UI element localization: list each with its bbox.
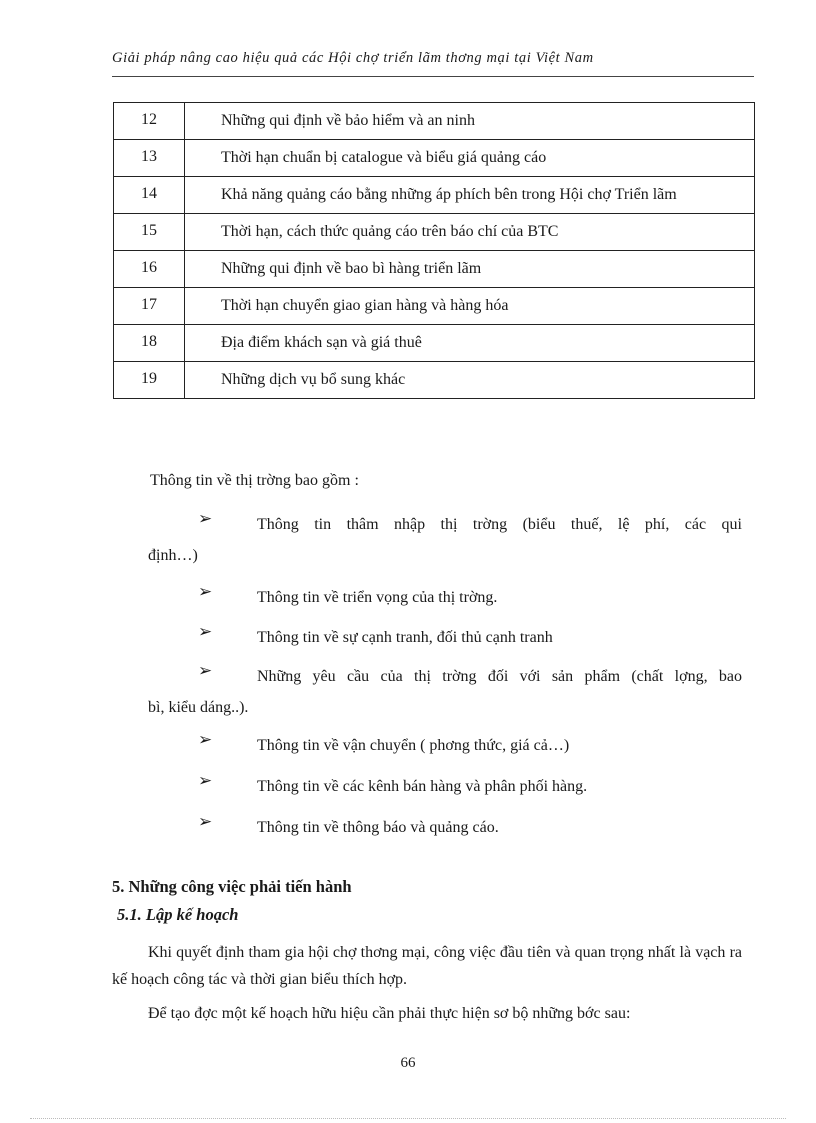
row-number: 15 xyxy=(114,214,185,251)
list-item xyxy=(112,622,742,653)
list-item xyxy=(112,509,742,571)
arrow-bullet-icon: ➢ xyxy=(198,622,213,642)
row-number: 12 xyxy=(114,103,185,140)
table-row xyxy=(114,251,755,288)
paragraph-text: Khi quyết định tham gia hội chợ thơng mại, công việc đầu tiên và quan trọng nhất là vạch ra kế hoạch công tác và thời gian biểu thích hợp. xyxy=(112,944,742,988)
section-title: 5. Những công việc phải tiến hành xyxy=(112,877,352,896)
paragraph xyxy=(112,939,742,993)
header-rule xyxy=(112,76,754,77)
list-item-text: Thông tin thâm nhập thị trờng (biểu thuế, lệ phí, các qui xyxy=(257,516,742,533)
list-item-text: Thông tin về triển vọng của thị trờng. xyxy=(257,589,498,606)
list-item xyxy=(112,730,742,761)
table-row xyxy=(114,177,755,214)
arrow-bullet-icon: ➢ xyxy=(198,812,213,832)
arrow-bullet-icon: ➢ xyxy=(198,582,213,602)
paragraph xyxy=(112,1000,742,1027)
list-item xyxy=(112,582,742,613)
row-text: Địa điểm khách sạn và giá thuê xyxy=(185,325,755,362)
row-number: 14 xyxy=(114,177,185,214)
paragraph-text: Để tạo đợc một kế hoạch hữu hiệu cần phải thực hiện sơ bộ những bớc sau: xyxy=(148,1005,631,1022)
list-item-text: Thông tin về các kênh bán hàng và phân phối hàng. xyxy=(257,778,588,795)
row-number: 19 xyxy=(114,362,185,399)
market-info-intro: Thông tin về thị trờng bao gồm : xyxy=(150,472,359,489)
arrow-bullet-icon: ➢ xyxy=(198,661,213,681)
list-item-text: Thông tin về sự cạnh tranh, đối thủ cạnh tranh xyxy=(257,629,553,646)
list-item-text: Thông tin về thông báo và quảng cáo. xyxy=(257,819,499,836)
page-bottom-border xyxy=(30,1118,786,1119)
table-row xyxy=(114,214,755,251)
row-text: Khả năng quảng cáo bằng những áp phích bên trong Hội chợ Triển lãm xyxy=(185,177,755,214)
page-number: 66 xyxy=(400,1055,416,1071)
row-text: Thời hạn chuẩn bị catalogue và biểu giá quảng cáo xyxy=(185,140,755,177)
table-row xyxy=(114,325,755,362)
subsection-title: 5.1. Lập kế hoạch xyxy=(117,905,239,924)
arrow-bullet-icon: ➢ xyxy=(198,771,213,791)
row-text: Những qui định về bảo hiểm và an ninh xyxy=(185,103,755,140)
row-text: Những dịch vụ bổ sung khác xyxy=(185,362,755,399)
table-row xyxy=(114,288,755,325)
running-header: Giải pháp nâng cao hiệu quả các Hội chợ triển lãm thơng mại tại Việt Nam xyxy=(112,50,594,66)
list-item-text: Những yêu cầu của thị trờng đối với sản phẩm (chất lợng, bao xyxy=(257,668,742,685)
row-number: 13 xyxy=(114,140,185,177)
list-item xyxy=(112,812,742,843)
row-number: 17 xyxy=(114,288,185,325)
table-row xyxy=(114,140,755,177)
table-row xyxy=(114,103,755,140)
row-text: Thời hạn, cách thức quảng cáo trên báo chí của BTC xyxy=(185,214,755,251)
list-item-continuation: bì, kiểu dáng..). xyxy=(148,699,249,716)
list-item-continuation: định…) xyxy=(148,547,198,564)
arrow-bullet-icon: ➢ xyxy=(198,730,213,750)
list-item xyxy=(112,771,742,802)
arrow-bullet-icon: ➢ xyxy=(198,509,213,529)
row-number: 18 xyxy=(114,325,185,362)
row-text: Thời hạn chuyển giao gian hàng và hàng hóa xyxy=(185,288,755,325)
row-number: 16 xyxy=(114,251,185,288)
list-item xyxy=(112,661,742,723)
list-item-text: Thông tin về vận chuyển ( phơng thức, giá cả…) xyxy=(257,737,570,754)
requirements-table xyxy=(113,102,755,399)
table-row xyxy=(114,362,755,399)
row-text: Những qui định về bao bì hàng triển lãm xyxy=(185,251,755,288)
